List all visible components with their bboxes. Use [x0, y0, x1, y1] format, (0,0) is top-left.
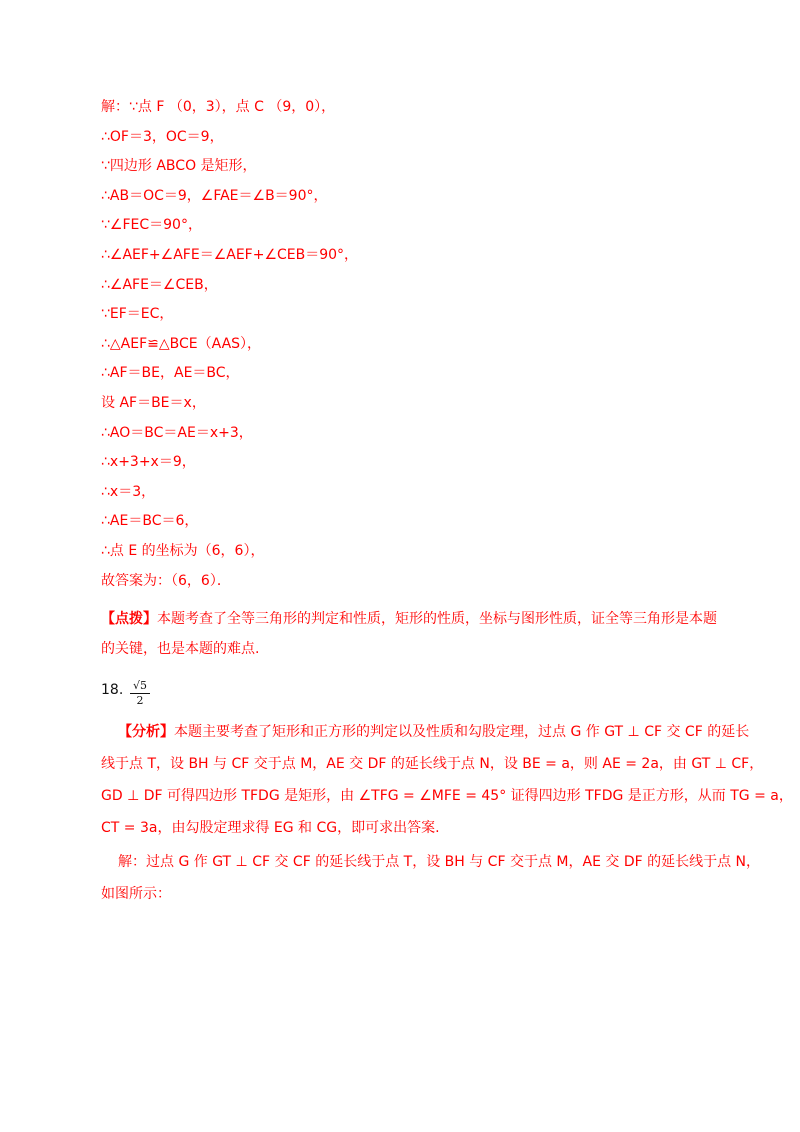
solution-line: ∴AF＝BE，AE＝BC， [101, 365, 240, 382]
solution-line: ∴∠AEF+∠AFE＝∠AEF+∠CEB＝90°， [101, 247, 359, 263]
answer-fraction [130, 680, 150, 707]
fenxi-line-0 [118, 722, 749, 742]
dianbo-paragraph [101, 604, 729, 664]
solution-line: ∵四边形 ABCO 是矩形， [101, 158, 257, 175]
solution-line: 设 AF＝BE＝x， [101, 395, 206, 411]
solution-line: 故答案为：（6，6）． [101, 572, 231, 589]
solution-line: ∵∠FEC＝90°， [101, 217, 202, 234]
solution-line: ∵EF＝EC， [101, 306, 174, 323]
fenxi-line-2: GD ⊥ DF 可得四边形 TFDG 是矩形，由 ∠TFG = ∠MFE = 45° 证得四边形 TFDG 是正方形，从而 TG = a， [101, 788, 793, 804]
dianbo-tag: 【点拨】 [101, 611, 157, 627]
solution-line: ∴x＝3， [101, 483, 156, 500]
solution-line: ∴△AEF≌△BCE（AAS）， [101, 335, 262, 352]
solution-line: ∴OF＝3，OC＝9， [101, 128, 224, 145]
fenxi-tag: 【分析】 [118, 724, 174, 740]
fenxi-line-3: CT = 3a，由勾股定理求得 EG 和 CG，即可求出答案. [101, 820, 440, 836]
solution-line: ∴AO＝BC＝AE＝x+3， [101, 424, 253, 441]
answer-numerator: √5 [132, 679, 147, 692]
fenxi-text-0: 本题主要考查了矩形和正方形的判定以及性质和勾股定理，过点 G 作 GT ⊥ CF 交 CF 的延长 [174, 724, 750, 740]
solution2-line-1: 如图所示： [101, 886, 171, 902]
solution-line: ∴AB＝OC＝9，∠FAE＝∠B＝90°， [101, 187, 328, 204]
fenxi-line-1: 线于点 T，设 BH 与 CF 交于点 M，AE 交 DF 的延长线于点 N，设 BE = a，则 AE = 2a，由 GT ⊥ CF， [101, 756, 764, 772]
solution-line: 解：∵点 F （0，3），点 C （9，0）， [101, 99, 336, 115]
solution-line: ∴AE＝BC＝6， [101, 513, 199, 530]
solution-line: ∴点 E 的坐标为（6，6）， [101, 543, 265, 559]
solution-line: ∴x+3+x＝9， [101, 454, 196, 471]
answer-denominator: 2 [136, 694, 144, 707]
dianbo-text: 本题考查了全等三角形的判定和性质，矩形的性质，坐标与图形性质，证全等三角形是本题的关键，也是本题的难点. [101, 611, 717, 657]
question-number: 18. [101, 682, 124, 698]
solution2-line-0: 解：过点 G 作 GT ⊥ CF 交 CF 的延长线于点 T，设 BH 与 CF 交于点 M，AE 交 DF 的延长线于点 N， [118, 854, 761, 870]
solution-line: ∴∠AFE＝∠CEB， [101, 276, 218, 293]
